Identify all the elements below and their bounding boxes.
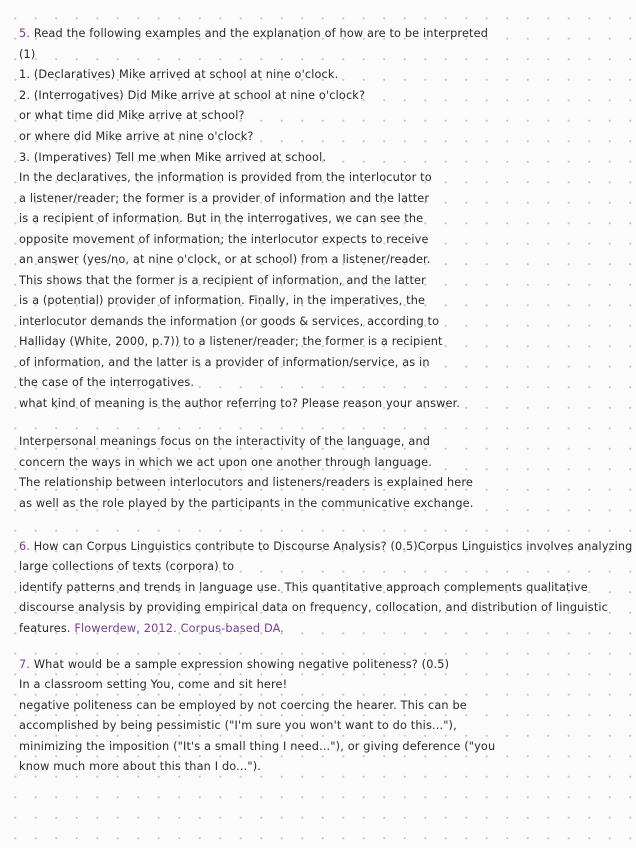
q5-line: of information, and the latter is a provider of information/service, as in: [19, 356, 430, 369]
q5-number: 5.: [19, 27, 31, 40]
q6-line: discourse analysis by providing empirical data on frequency, collocation, and distribution of linguistic: [19, 601, 609, 614]
q5-line: the case of the interrogatives.: [19, 376, 195, 389]
q5-line: is a recipient of information. But in the interrogatives, we can see the: [19, 212, 424, 225]
q6-line: identify patterns and trends in language use. This quantitative approach complements qualitative: [19, 581, 588, 594]
q5-line: Halliday (White, 2000, p.7)) to a listener/reader; the former is a recipient: [19, 335, 443, 348]
q6-reference: Flowerdew, 2012. Corpus-based DA.: [74, 622, 285, 635]
q5-line: what kind of meaning is the author referring to? Please reason your answer.: [19, 397, 461, 410]
q7-line: minimizing the imposition ("It's a small thing I need..."), or giving deference ("you: [19, 740, 496, 753]
q5-answer-line: as well as the role played by the participants in the communicative exchange.: [19, 497, 474, 510]
q6-heading: [19, 540, 632, 554]
q7-number: 7.: [19, 658, 31, 671]
q5-line: 1. (Declaratives) Mike arrived at school at nine o'clock.: [19, 68, 339, 81]
q5-line: opposite movement of information; the interlocutor expects to receive: [19, 233, 429, 246]
q5-title: Read the following examples and the explanation of how are to be interpreted: [33, 27, 489, 40]
q7-heading: [19, 658, 449, 672]
q6-last-prefix: features.: [19, 622, 71, 635]
q5-mark: (1): [19, 48, 36, 61]
q7-line: accomplished by being pessimistic ("I'm sure you won't want to do this..."),: [19, 719, 457, 732]
q5-line: an answer (yes/no, at nine o'clock, or at school) from a listener/reader.: [19, 253, 431, 266]
q5-heading: [19, 27, 488, 41]
q7-line: know much more about this than I do...").: [19, 760, 261, 773]
q5-line: This shows that the former is a recipient of information, and the latter: [19, 274, 426, 287]
q6-last-line: [19, 622, 284, 636]
q6-line-first: How can Corpus Linguistics contribute to Discourse Analysis? (0.5)Corpus Linguistics involves analyzing: [33, 540, 633, 553]
q5-line: In the declaratives, the information is provided from the interlocutor to: [19, 171, 432, 184]
q5-answer-line: Interpersonal meanings focus on the interactivity of the language, and: [19, 435, 431, 448]
q5-line: interlocutor demands the information (or goods & services, according to: [19, 315, 440, 328]
q7-line: In a classroom setting You, come and sit here!: [19, 678, 288, 691]
q5-answer-line: The relationship between interlocutors and listeners/readers is explained here: [19, 476, 474, 489]
q5-line: is a (potential) provider of information. Finally, in the imperatives, the: [19, 294, 426, 307]
q5-line: or where did Mike arrive at nine o'clock?: [19, 130, 254, 143]
q7-title: What would be a sample expression showing negative politeness? (0.5): [33, 658, 450, 671]
q5-line: or what time did Mike arrive at school?: [19, 109, 245, 122]
q5-line: 2. (Interrogatives) Did Mike arrive at school at nine o'clock?: [19, 89, 366, 102]
q5-line: a listener/reader; the former is a provider of information and the latter: [19, 192, 430, 205]
q7-line: negative politeness can be employed by not coercing the hearer. This can be: [19, 699, 467, 712]
q6-line: large collections of texts (corpora) to: [19, 560, 235, 573]
q5-line: 3. (Imperatives) Tell me when Mike arrived at school.: [19, 151, 327, 164]
q5-answer-line: concern the ways in which we act upon one another through language.: [19, 456, 433, 469]
q6-number: 6.: [19, 540, 31, 553]
